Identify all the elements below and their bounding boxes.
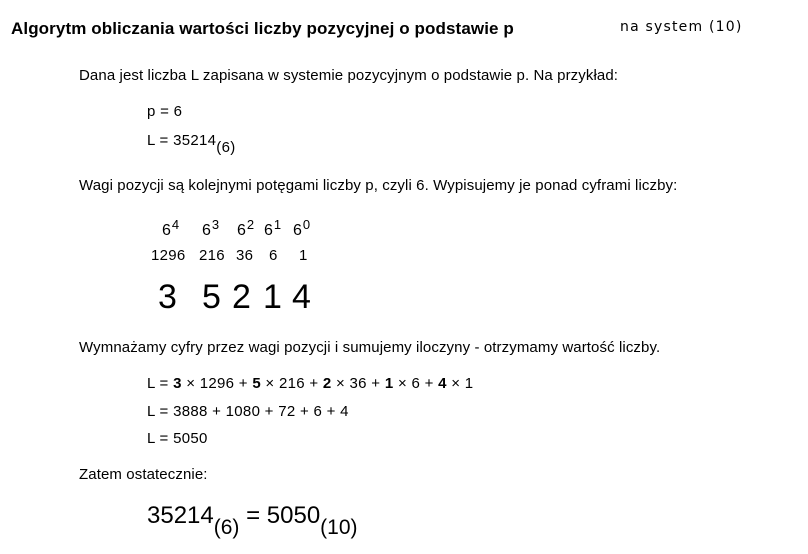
weight-value: 216 [199, 247, 225, 264]
calculation-line-1: L = 3 × 1296 + 5 × 216 + 2 × 36 + 1 × 6 + 4 × 1 [147, 375, 474, 392]
final-left-value: 35214 [147, 502, 214, 529]
calculation-line-3: L = 5050 [147, 430, 208, 447]
digit: 2 [232, 278, 251, 316]
number-base-subscript: (6) [216, 139, 236, 156]
calc-digit: 2 [322, 375, 332, 392]
power-6-0: $6^0$ [293, 217, 311, 239]
calc-digit: 3 [173, 375, 182, 392]
power-6-1: $6^1$ [264, 217, 282, 239]
weights-intro-text: Wagi pozycji są kolejnymi potęgami liczby p, czyli 6. Wypisujemy je ponad cyframi liczby: [79, 177, 678, 194]
base-line: p = 6 [147, 103, 183, 120]
multiply-intro-text: Wymnażamy cyfry przez wagi pozycji i sumujemy iloczyny - otrzymamy wartość liczby. [79, 339, 661, 356]
weight-value: 6 [269, 247, 278, 264]
weight-value: 1 [299, 247, 308, 264]
calc-digit: 4 [438, 375, 447, 392]
digit: 4 [292, 278, 311, 316]
final-right-subscript: (10) [320, 516, 358, 539]
intro-text: Dana jest liczba L zapisana w systemie pozycyjnym o podstawie p. Na przykład: [79, 67, 619, 84]
final-left-subscript: (6) [213, 516, 240, 539]
conclusion-text: Zatem ostatecznie: [79, 466, 208, 483]
number-value: L = 35214 [147, 132, 217, 149]
power-6-3: $6^3$ [202, 217, 220, 239]
power-6-4: $6^4$ [162, 217, 180, 239]
final-equation [147, 502, 358, 539]
digit: 5 [202, 278, 221, 316]
title-note: na system (10) [620, 19, 743, 35]
digit: 1 [263, 278, 282, 316]
power-6-2: $6^2$ [237, 217, 255, 239]
calc-digit: 5 [252, 375, 261, 392]
weight-value: 36 [236, 247, 254, 264]
digit: 3 [158, 278, 177, 316]
page-title: Algorytm obliczania wartości liczby pozycyjnej o podstawie p [11, 19, 514, 38]
number-line [147, 132, 236, 156]
weight-value: 1296 [151, 247, 186, 264]
calc-digit: 1 [384, 375, 394, 392]
calculation-line-2: L = 3888 + 1080 + 72 + 6 + 4 [147, 403, 349, 420]
final-result: = 5050 [239, 502, 321, 529]
